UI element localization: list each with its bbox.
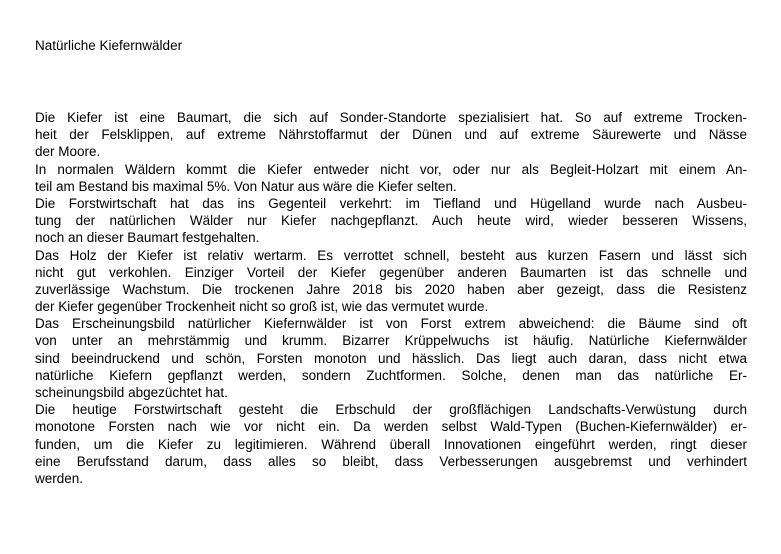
text-line: natürliche Kiefern gepflanzt werden, sondern Zuchtformen. Solche, denen man das natürliche Er- xyxy=(35,367,747,383)
text-line: noch an dieser Baumart festgehalten. xyxy=(35,230,260,246)
text-line: Die heutige Forstwirtschaft gesteht die Erbschuld der großflächigen Landschafts-Verwüstung durch xyxy=(35,402,747,418)
text-line: In normalen Wäldern kommt die Kiefer entweder nicht vor, oder nur als Begleit-Holzart mit einem An- xyxy=(35,161,747,177)
text-line: nicht gut verkohlen. Einziger Vorteil der Kiefer gegenüber anderen Baumarten ist das schnelle und xyxy=(35,264,747,280)
text-line: Das Holz der Kiefer ist relativ wertarm. Es verrottet schnell, besteht aus kurzen Fasern und lässt sich xyxy=(35,247,747,263)
text-line: der Moore. xyxy=(35,144,101,160)
text-line: tung der natürlichen Wälder nur Kiefer nachgepflanzt. Auch heute wird, wieder besseren Wissens, xyxy=(35,213,747,229)
text-line: sind beeindruckend und schön, Forsten monoton und hässlich. Das liegt auch daran, dass nicht etwa xyxy=(35,350,747,366)
text-line: Die Forstwirtschaft hat das ins Gegenteil verkehrt: im Tiefland und Hügelland wurde nach Ausbeu- xyxy=(35,195,747,211)
document-title: Natürliche Kiefernwälder xyxy=(35,38,183,53)
text-line: von unter an mehrstämmig und krumm. Bizarrer Krüppelwuchs ist häufig. Natürliche Kiefernwälder xyxy=(35,333,747,349)
text-line: teil am Bestand bis maximal 5%. Von Natur aus wäre die Kiefer selten. xyxy=(35,178,457,194)
text-line: monotone Forsten nach wie vor nicht ein. Da werden selbst Wald-Typen (Buchen-Kiefernwälder) er- xyxy=(35,419,747,435)
text-line: eine Berufsstand darum, dass alles so bleibt, dass Verbesserungen ausgebremst und verhindert xyxy=(35,453,747,469)
text-line: funden, um die Kiefer zu legitimieren. Während überall Innovationen eingeführt werden, ringt dieser xyxy=(35,436,747,452)
text-line: heit der Felsklippen, auf extreme Nährstoffarmut der Dünen und auf extreme Säurewerte und Nässe xyxy=(35,127,747,143)
text-line: scheinungsbild abgezüchtet hat. xyxy=(35,385,228,400)
document-body xyxy=(35,109,747,487)
text-line: werden. xyxy=(35,470,84,486)
text-line: zuverlässige Wachstum. Die trockenen Jahre 2018 bis 2020 haben aber gezeigt, dass die Resistenz xyxy=(35,281,747,297)
text-line: Die Kiefer ist eine Baumart, die sich auf Sonder-Standorte spezialisiert hat. So auf extreme Trocken- xyxy=(35,110,747,125)
text-line: Das Erscheinungsbild natürlicher Kiefernwälder ist von Forst extrem abweichend: die Bäume sind oft xyxy=(35,316,747,332)
text-line: der Kiefer gegenüber Trockenheit nicht so groß ist, wie das vermutet wurde. xyxy=(35,299,489,315)
